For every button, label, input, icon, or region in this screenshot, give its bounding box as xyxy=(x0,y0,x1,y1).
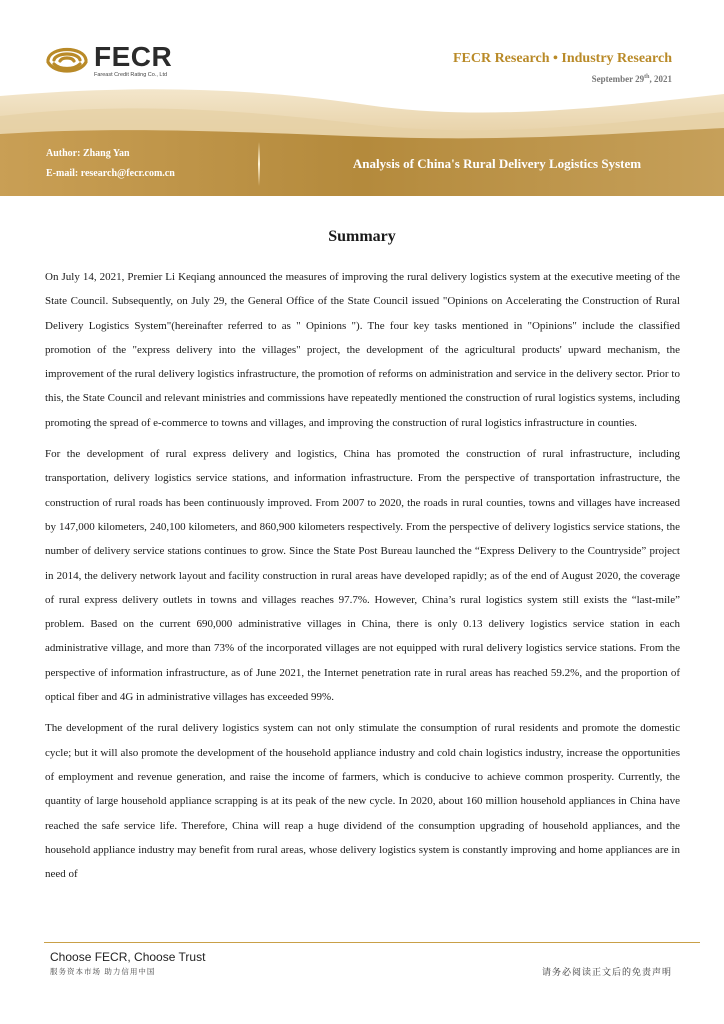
footer-rule xyxy=(44,942,700,943)
date-year: , 2021 xyxy=(649,74,672,84)
author-email: E-mail: research@fecr.com.cn xyxy=(46,168,175,179)
summary-body xyxy=(45,265,680,893)
report-date xyxy=(592,74,672,84)
date-month-day: September 29 xyxy=(591,74,645,84)
page-header xyxy=(0,0,724,90)
footer-slogan-cn: 服务资本市场 助力信用中国 xyxy=(50,967,156,976)
author: Author: Zhang Yan xyxy=(46,148,130,159)
paragraph: For the development of rural express delivery and logistics, China has promoted the construction of rural infrastructure, including transportation, delivery logistics service stations, and information infrastructure. From the perspective of transportation infrastructure, the construction of rural roads has been continuously improved. From 2007 to 2020, the roads in rural counties, towns and villages have increased by 147,000 kilometers, 240,100 kilometers, and 860,900 kilometers respectively. From the perspective of delivery logistics service stations, the number of delivery service stations continues to grow. Since the State Post Bureau launched the “Express Delivery to the Countryside” project in 2014, the delivery network layout and facility construction in rural areas have developed rapidly; as of the end of August 2020, the coverage of rural express delivery outlets in towns and villages reaches 97.7%. However, China’s rural logistics system still exists the “last-mile” problem. Based on the current 690,000 administrative villages in China, there is only 0.13 delivery logistics service station in each administrative village, and more than 73% of the incorporated villages are not equipped with rural delivery logistics service stations. From the perspective of information infrastructure, as of June 2021, the Internet penetration rate in rural areas has reached 59.2%, and the proportion of optical fiber and 4G in administrative villages has exceeded 99%. xyxy=(45,448,680,704)
logo-name: FECR xyxy=(94,40,173,72)
footer-disclaimer: 请务必阅读正文后的免责声明 xyxy=(541,968,672,978)
paragraph: The development of the rural delivery logistics system can not only stimulate the consumption of rural residents and promote the domestic cycle; but it will also promote the development of the household appliance industry and cold chain logistics industry, increase the opportunities of employment and revenue generation, and raise the income of farmers, which is conducive to achieve common prosperity. Currently, the quantity of large household appliance scrapping is at its peak of the new cycle. In 2020, about 160 million household appliances in China have reached the safe service life. Therefore, China will reap a huge dividend of the consumption upgrading of household appliances, and the household appliance industry may benefit from rural areas, whose delivery logistics system is constantly improving and home appliances are in need of xyxy=(45,722,680,881)
fecr-logo xyxy=(44,40,172,80)
report-title: Analysis of China's Rural Delivery Logistics System xyxy=(352,156,642,171)
title-band-graphic xyxy=(0,86,724,196)
date-suffix: th xyxy=(644,74,650,80)
title-band xyxy=(0,86,724,196)
fecr-logo-icon xyxy=(44,40,90,80)
report-series: FECR Research • Industry Research xyxy=(452,51,672,66)
logo-subtitle: Fareast Credit Rating Co., Ltd xyxy=(94,71,168,78)
band-divider xyxy=(258,142,260,186)
summary-heading: Summary xyxy=(328,228,396,245)
paragraph: On July 14, 2021, Premier Li Keqiang announced the measures of improving the rural delivery logistics system at the executive meeting of the State Council. Subsequently, on July 29, the General Office of the State Council issued "Opinions on Accelerating the Construction of Rural Delivery Logistics System"(hereinafter referred to as " Opinions "). The four key tasks mentioned in "Opinions" include the classified promotion of the "express delivery into the villages" project, the development of the agricultural products' upward mechanism, the improvement of the rural delivery logistics infrastructure, the promotion of reforms on administration and service in the delivery sector. Prior to this, the State Council and relevant ministries and commissions have repeatedly mentioned the construction of rural logistics systems, including promoting the spread of e-commerce to towns and villages, and improving the construction of rural logistics infrastructure in counties. xyxy=(45,271,680,429)
footer-slogan: Choose FECR, Choose Trust xyxy=(50,950,206,964)
